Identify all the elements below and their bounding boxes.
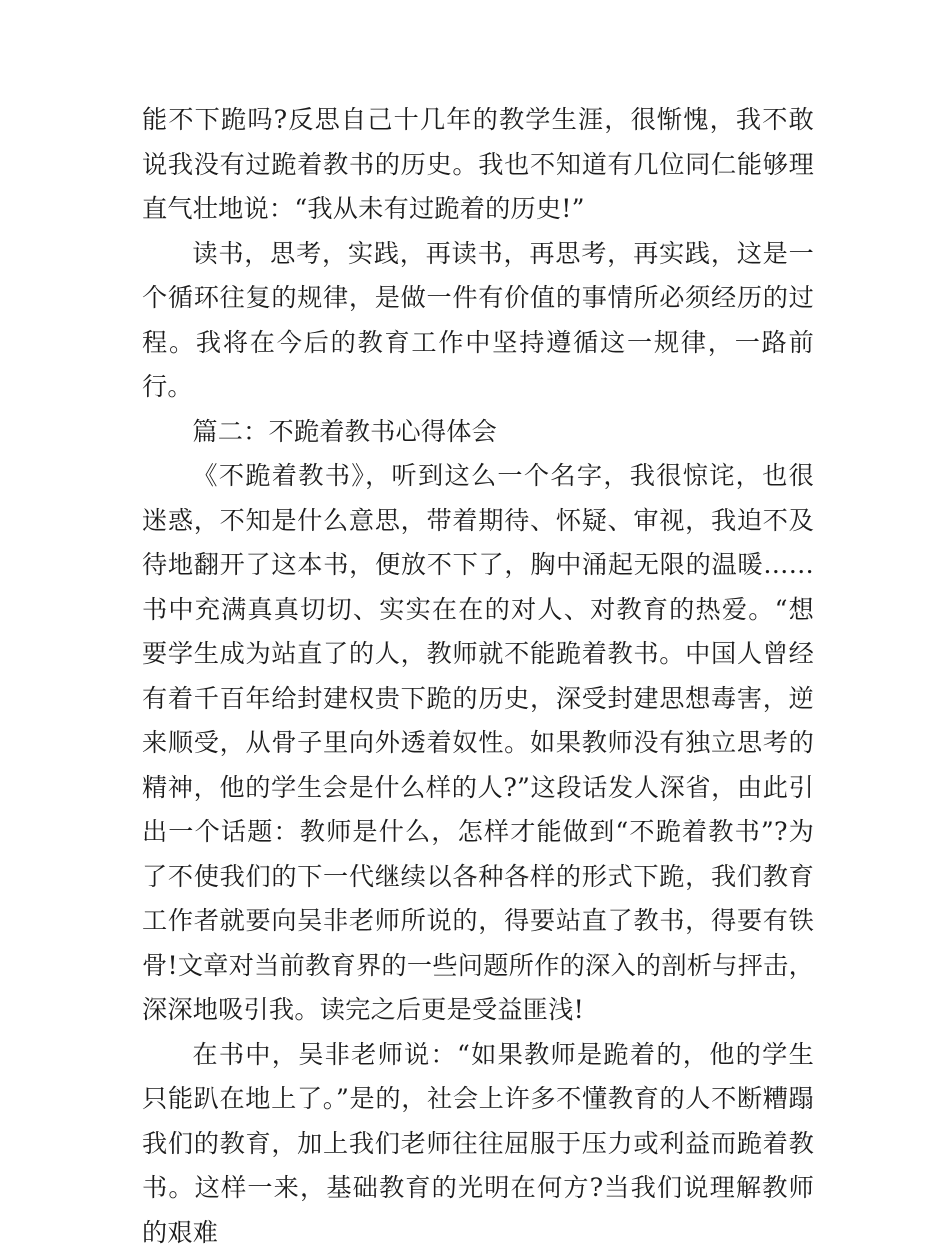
paragraph-author-quote: 在书中，吴非老师说：“如果教师是跪着的，他的学生只能趴在地上了。”是的，社会上许多不懂教育的人不断糟蹋我们的教育，加上我们老师往往屈服于压力或利益而跪着教书。这样一来，基础教育的光明在何方?当我们说理解教师的艰难 bbox=[142, 1033, 814, 1255]
paragraph-book-intro: 《不跪着教书》，听到这么一个名字，我很惊诧，也很迷惑，不知是什么意思，带着期待、怀疑、审视，我迫不及待地翻开了这本书，便放不下了，胸中涌起无限的温暖……书中充满真真切切、实实在在的对人、对教育的热爱。“想要学生成为站直了的人，教师就不能跪着教书。中国人曾经有着千百年给封建权贵下跪的历史，深受封建思想毒害，逆来顺受，从骨子里向外透着奴性。如果教师没有独立思考的精神，他的学生会是什么样的人?”这段话发人深省，由此引出一个话题：教师是什么，怎样才能做到“不跪着教书”?为了不使我们的下一代继续以各种各样的形式下跪，我们教育工作者就要向吴非老师所说的，得要站直了教书，得要有铁骨!文章对当前教育界的一些问题所作的深入的剖析与抨击，深深地吸引我。读完之后更是受益匪浅! bbox=[142, 454, 814, 1033]
paragraph-reading-practice: 读书，思考，实践，再读书，再思考，再实践，这是一个循环往复的规律，是做一件有价值的事情所必须经历的过程。我将在今后的教育工作中坚持遵循这一规律，一路前行。 bbox=[142, 232, 814, 410]
paragraph-continuation: 能不下跪吗?反思自己十几年的教学生涯，很惭愧，我不敢说我没有过跪着教书的历史。我也不知道有几位同仁能够理直气壮地说：“我从未有过跪着的历史!” bbox=[142, 98, 814, 232]
section-heading: 篇二：不跪着教书心得体会 bbox=[142, 410, 814, 455]
document-body bbox=[142, 98, 814, 1255]
